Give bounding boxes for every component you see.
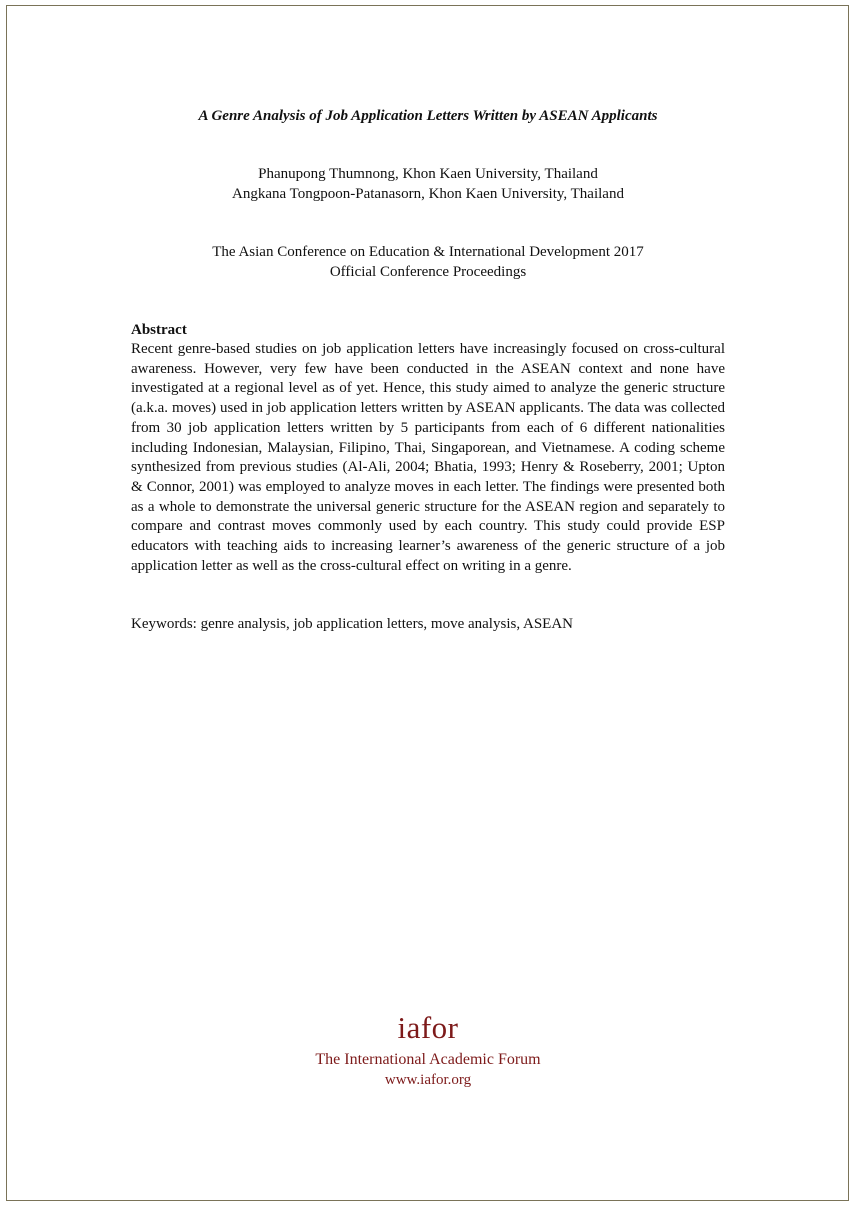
conference-info — [131, 242, 725, 282]
publisher-footer — [0, 1008, 856, 1090]
abstract-heading: Abstract — [131, 322, 187, 338]
org-url: www.iafor.org — [384, 1072, 472, 1088]
org-name: The International Academic Forum — [315, 1051, 541, 1068]
iafor-logo: iafor — [397, 1010, 459, 1045]
paper-title: A Genre Analysis of Job Application Letters Written by ASEAN Applicants — [198, 108, 658, 124]
proceedings-label: Official Conference Proceedings — [329, 264, 527, 280]
author-2: Angkana Tongpoon-Patanasorn, Khon Kaen University, Thailand — [232, 186, 624, 202]
paper-content — [131, 106, 725, 634]
keywords: Keywords: genre analysis, job application letters, move analysis, ASEAN — [131, 616, 573, 633]
abstract-text: Recent genre-based studies on job application letters have increasingly focused on cross-cultural awareness. However, very few have been conducted in the ASEAN context and none have investigated at a regional level as of yet. Hence, this study aimed to analyze the generic structure (a.k.a. moves) used in job application letters written by ASEAN applicants. The data was collected from 30 job application letters written by 5 participants from each of 6 different nationalities including Indonesian, Malaysian, Filipino, Thai, Singaporean, and Vietnamese. A coding scheme synthesized from previous studies (Al-Ali, 2004; Bhatia, 1993; Henry & Roseberry, 2001; Upton & Connor, 2001) was employed to analyze moves in each letter. The findings were presented both as a whole to demonstrate the universal generic structure for the ASEAN region and separately to compare and contrast moves commonly used by each country. This study could provide ESP educators with teaching aids to increasing learner’s awareness of the generic structure of a job application letter as well as the cross-cultural effect on writing in a genre. — [131, 341, 725, 574]
author-1: Phanupong Thumnong, Khon Kaen University, Thailand — [258, 166, 598, 182]
conference-name: The Asian Conference on Education & International Development 2017 — [212, 244, 644, 260]
author-list — [131, 164, 725, 204]
